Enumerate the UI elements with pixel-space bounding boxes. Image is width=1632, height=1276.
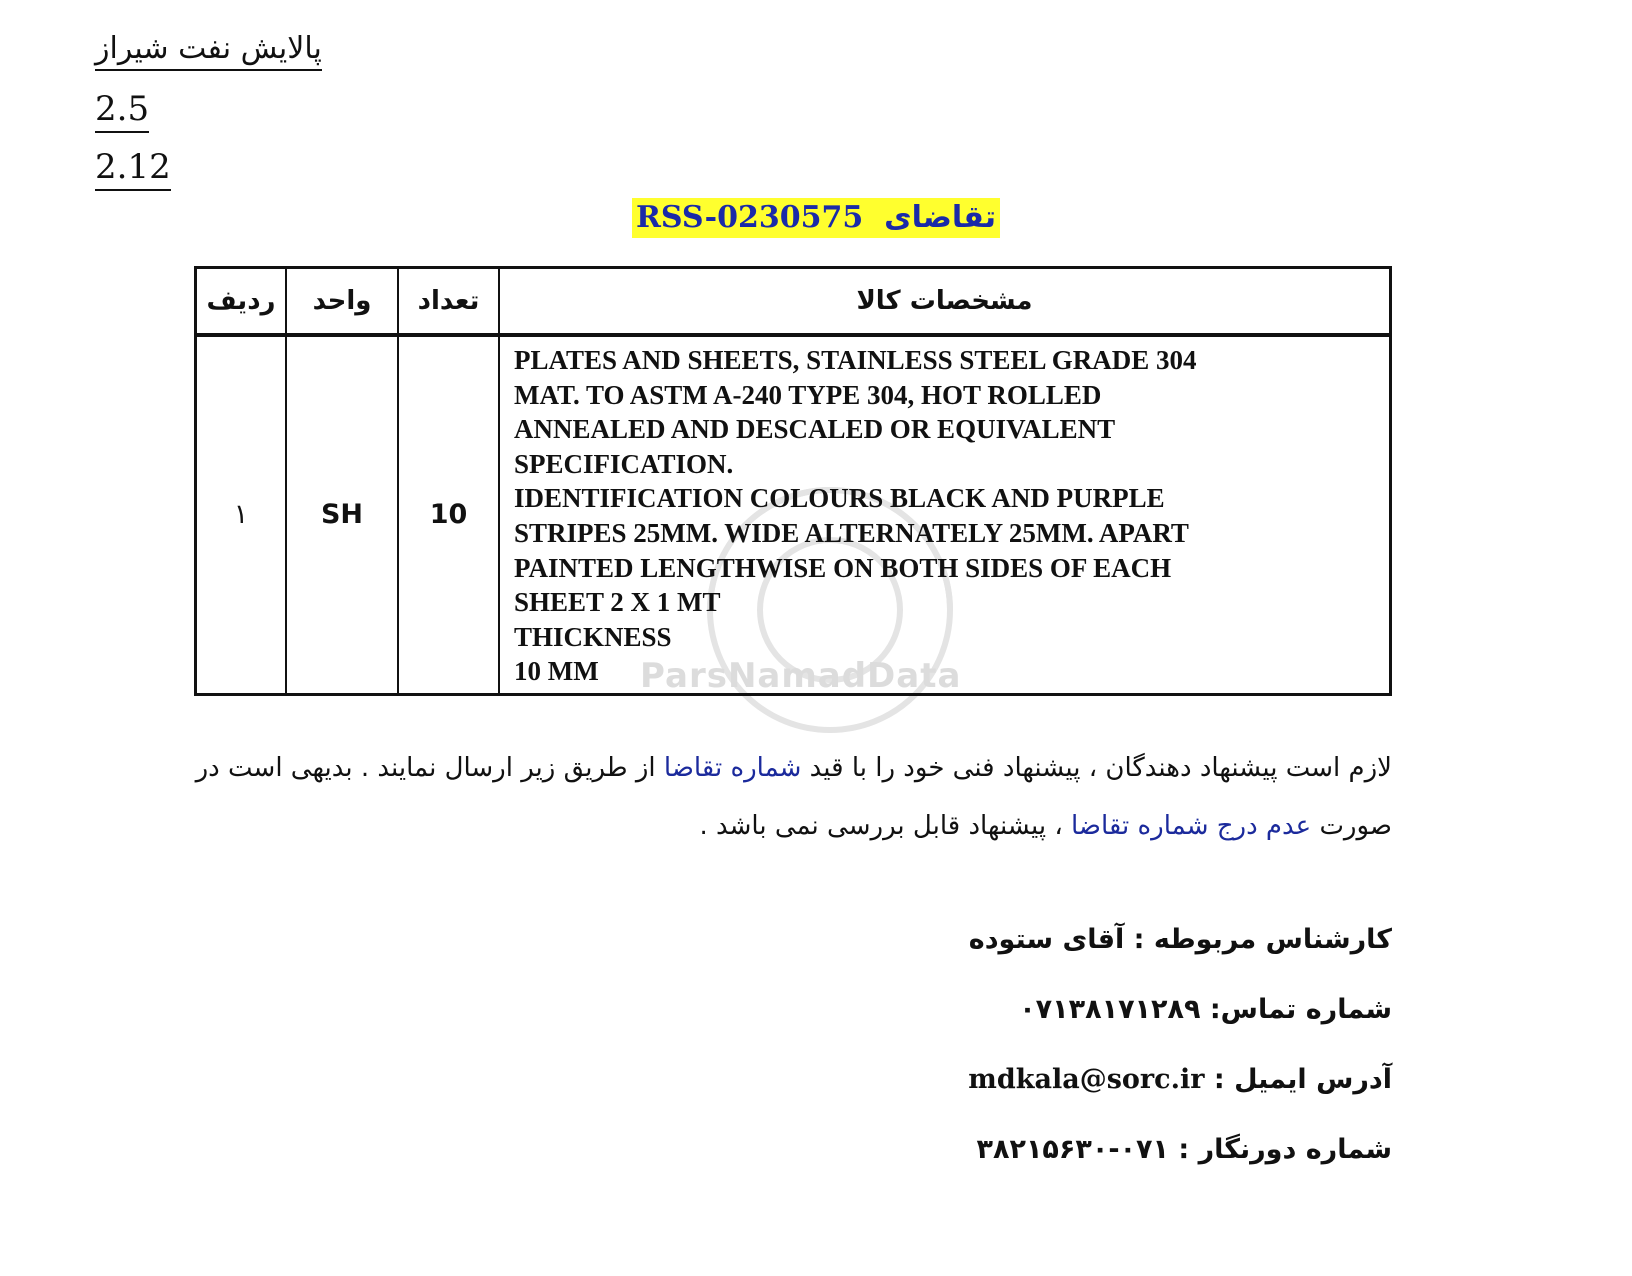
contact-phone [1019,994,1392,1025]
contact-expert-value: آقای ستوده [968,924,1125,955]
watermark-text: ParsNamadData [640,656,962,696]
reference-number-top: 2.5 [95,90,149,133]
contact-fax-value: ۰۷۱-۳۸۲۱۵۶۳۰ [976,1134,1170,1165]
request-title-highlight [632,198,1000,238]
notice-text: از طریق زیر ارسال نمایند . بدیهی است در [195,753,664,783]
notice-highlight: شماره تقاضا [663,753,802,783]
contact-email-value: mdkala@sorc.ir [968,1064,1205,1095]
notice-line-1 [194,750,1392,786]
contact-label: آدرس ایمیل : [1204,1064,1392,1095]
table-row [196,335,1391,694]
description-line: PLATES AND SHEETS, STAINLESS STEEL GRADE 304 [514,345,1197,375]
reference-number-bottom: 2.12 [95,148,171,191]
contact-email [968,1064,1392,1095]
cell-description [499,335,1391,694]
notice-highlight: عدم درج شماره تقاضا [1070,811,1312,841]
notice-text: لازم است پیشنهاد دهندگان ، پیشنهاد فنی خود را با قید [801,753,1392,783]
table-header-row [196,268,1391,336]
request-code: RSS-0230575 [635,200,864,235]
cell-quantity: 10 [398,335,499,694]
description-line: SPECIFICATION. [514,448,734,479]
contact-fax [977,1134,1393,1165]
description-line: SHEET 2 X 1 MT [514,587,721,618]
contact-phone-value: ۰۷۱۳۸۱۷۱۲۸۹ [1019,994,1201,1025]
request-title [0,198,1632,238]
col-qty-header: تعداد [398,268,499,336]
description-line: IDENTIFICATION COLOURS BLACK AND PURPLE [514,483,1165,514]
description-line: PAINTED LENGTHWISE ON BOTH SIDES OF EACH [514,552,1172,583]
cell-unit: SH [286,335,398,694]
notice-text: صورت [1311,811,1392,841]
contact-label: شماره دورنگار : [1169,1134,1392,1165]
description-line: STRIPES 25MM. WIDE ALTERNATELY 25MM. APART [514,517,1189,548]
contact-expert [969,924,1392,955]
cell-row-number: ۱ [196,335,287,694]
description-line: 10 MM [514,656,599,687]
notice-text: ، پیشنهاد قابل بررسی نمی باشد . [699,811,1071,841]
company-name: پالایش نفت شیراز [95,32,322,71]
description-line: ANNEALED AND DESCALED OR EQUIVALENT [514,414,1116,445]
notice-line-2 [194,808,1392,844]
col-row-header: ردیف [196,268,287,336]
col-unit-header: واحد [286,268,398,336]
description-line: THICKNESS [514,621,672,652]
request-title-prefix: تقاضای [884,200,997,235]
description-line: MAT. TO ASTM A-240 TYPE 304, HOT ROLLED [514,379,1102,410]
contact-label: شماره تماس: [1200,994,1392,1025]
contact-label: کارشناس مربوطه : [1124,924,1392,955]
col-description-header: مشخصات کالا [499,268,1391,336]
items-table [194,266,1392,696]
